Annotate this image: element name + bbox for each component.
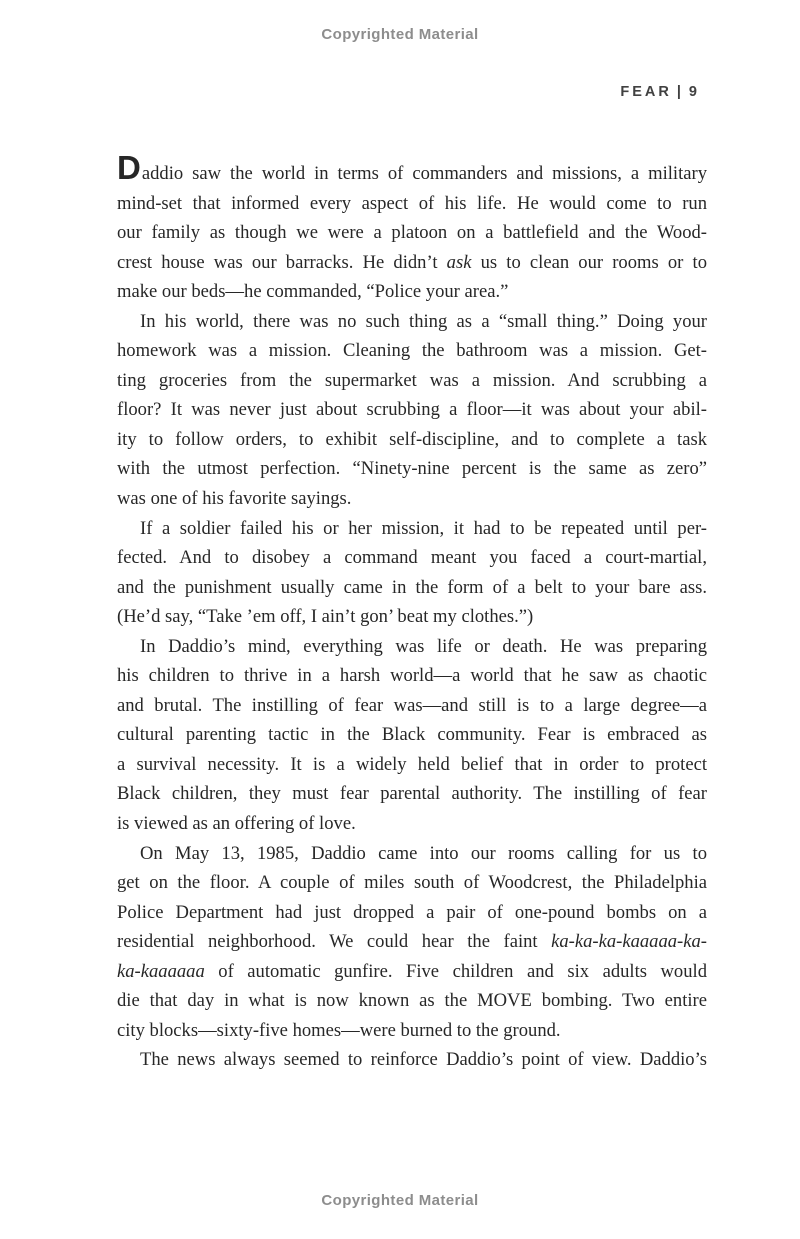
- text-line: [117, 277, 707, 307]
- text-line: [117, 248, 707, 278]
- text-segment: and brutal. The instilling of fear was—and still is to a large degree—a: [117, 694, 707, 716]
- running-header: [620, 84, 700, 100]
- text-segment: ting groceries from the supermarket was a mission. And scrubbing a: [117, 369, 707, 391]
- text-line: [117, 986, 707, 1016]
- chapter-title: FEAR: [620, 84, 672, 100]
- header-separator: |: [676, 84, 684, 100]
- paragraph: [117, 149, 707, 307]
- text-segment: get on the floor. A couple of miles south of Woodcrest, the Philadelphia: [117, 872, 707, 894]
- drop-cap: D: [117, 149, 141, 186]
- text-segment: of automatic gunfire. Five children and six adults would: [204, 960, 707, 982]
- text-segment: with the utmost perfection. “Ninety-nine percent is the same as zero”: [117, 458, 707, 480]
- page-text: [117, 149, 707, 1075]
- text-line: [117, 898, 707, 928]
- text-line: [117, 927, 707, 957]
- text-line: [117, 336, 707, 366]
- text-segment: In his world, there was no such thing as a “small thing.” Doing your: [140, 310, 707, 332]
- paragraph: [117, 632, 707, 839]
- text-line: [117, 632, 707, 662]
- page-number: 9: [688, 84, 700, 100]
- text-line: [117, 425, 707, 455]
- text-line: [117, 1045, 707, 1075]
- text-segment: ity to follow orders, to exhibit self-discipline, and to complete a task: [117, 428, 707, 450]
- text-line: [117, 454, 707, 484]
- text-line: [117, 514, 707, 544]
- text-segment: The news always seemed to reinforce Daddio’s point of view. Daddio’s: [140, 1049, 707, 1071]
- text-line: [117, 573, 707, 603]
- text-segment: residential neighborhood. We could hear the faint: [117, 931, 552, 953]
- text-segment: and the punishment usually came in the form of a belt to your bare ass.: [117, 576, 707, 598]
- text-line: [117, 839, 707, 869]
- text-line: [117, 1016, 707, 1046]
- text-segment: addio saw the world in terms of commanders and missions, a military: [141, 163, 707, 184]
- paragraph: [117, 1045, 707, 1075]
- text-segment: die that day in what is now known as the MOVE bombing. Two entire: [117, 990, 707, 1012]
- text-segment: Police Department had just dropped a pair of one-pound bombs on a: [117, 901, 707, 923]
- text-segment: city blocks—sixty-five homes—were burned to the ground.: [117, 1019, 561, 1041]
- text-line: [117, 809, 707, 839]
- text-segment: a survival necessity. It is a widely held belief that in order to protect: [117, 753, 707, 775]
- text-line: [117, 720, 707, 750]
- italic-text: ka-kaaaaaa: [117, 960, 205, 982]
- text-segment: If a soldier failed his or her mission, it had to be repeated until per-: [140, 517, 707, 539]
- text-segment: his children to thrive in a harsh world—a world that he saw as chaotic: [117, 665, 707, 687]
- text-segment: (He’d say, “Take ’em off, I ain’t gon’ beat my clothes.”): [117, 606, 534, 628]
- paragraph: [117, 839, 707, 1046]
- text-line: [117, 779, 707, 809]
- paragraph: [117, 307, 707, 514]
- copyright-notice-bottom: Copyrighted Material: [321, 1192, 479, 1209]
- text-line: [117, 366, 707, 396]
- text-segment: In Daddio’s mind, everything was life or death. He was preparing: [140, 635, 707, 657]
- text-segment: On May 13, 1985, Daddio came into our rooms calling for us to: [140, 842, 707, 864]
- text-line: [117, 691, 707, 721]
- text-line: [117, 218, 707, 248]
- text-segment: our family as though we were a platoon on a battlefield and the Wood-: [117, 222, 707, 244]
- text-segment: homework was a mission. Cleaning the bathroom was a mission. Get-: [117, 340, 707, 362]
- italic-text: ka-ka-ka-kaaaaa-ka-: [551, 931, 707, 953]
- text-line: [117, 957, 707, 987]
- paragraph: [117, 514, 707, 632]
- text-line: [117, 661, 707, 691]
- text-segment: cultural parenting tactic in the Black community. Fear is embraced as: [117, 724, 707, 746]
- text-line: [117, 149, 707, 189]
- text-segment: us to clean our rooms or to: [471, 251, 707, 273]
- text-segment: fected. And to disobey a command meant you faced a court-martial,: [117, 547, 707, 569]
- text-segment: is viewed as an offering of love.: [117, 813, 356, 835]
- text-segment: Black children, they must fear parental authority. The instilling of fear: [117, 783, 707, 805]
- text-line: [117, 543, 707, 573]
- text-segment: crest house was our barracks. He didn’t: [117, 251, 447, 273]
- text-segment: make our beds—he commanded, “Police your area.”: [117, 281, 509, 303]
- italic-text: ask: [446, 251, 472, 273]
- text-line: [117, 189, 707, 219]
- text-line: [117, 750, 707, 780]
- copyright-notice-top: Copyrighted Material: [321, 26, 479, 43]
- text-line: [117, 868, 707, 898]
- text-segment: mind-set that informed every aspect of his life. He would come to run: [117, 192, 707, 214]
- text-line: [117, 484, 707, 514]
- text-segment: floor? It was never just about scrubbing a floor—it was about your abil-: [117, 399, 707, 421]
- text-line: [117, 307, 707, 337]
- text-segment: was one of his favorite sayings.: [117, 488, 352, 510]
- text-line: [117, 602, 707, 632]
- text-line: [117, 395, 707, 425]
